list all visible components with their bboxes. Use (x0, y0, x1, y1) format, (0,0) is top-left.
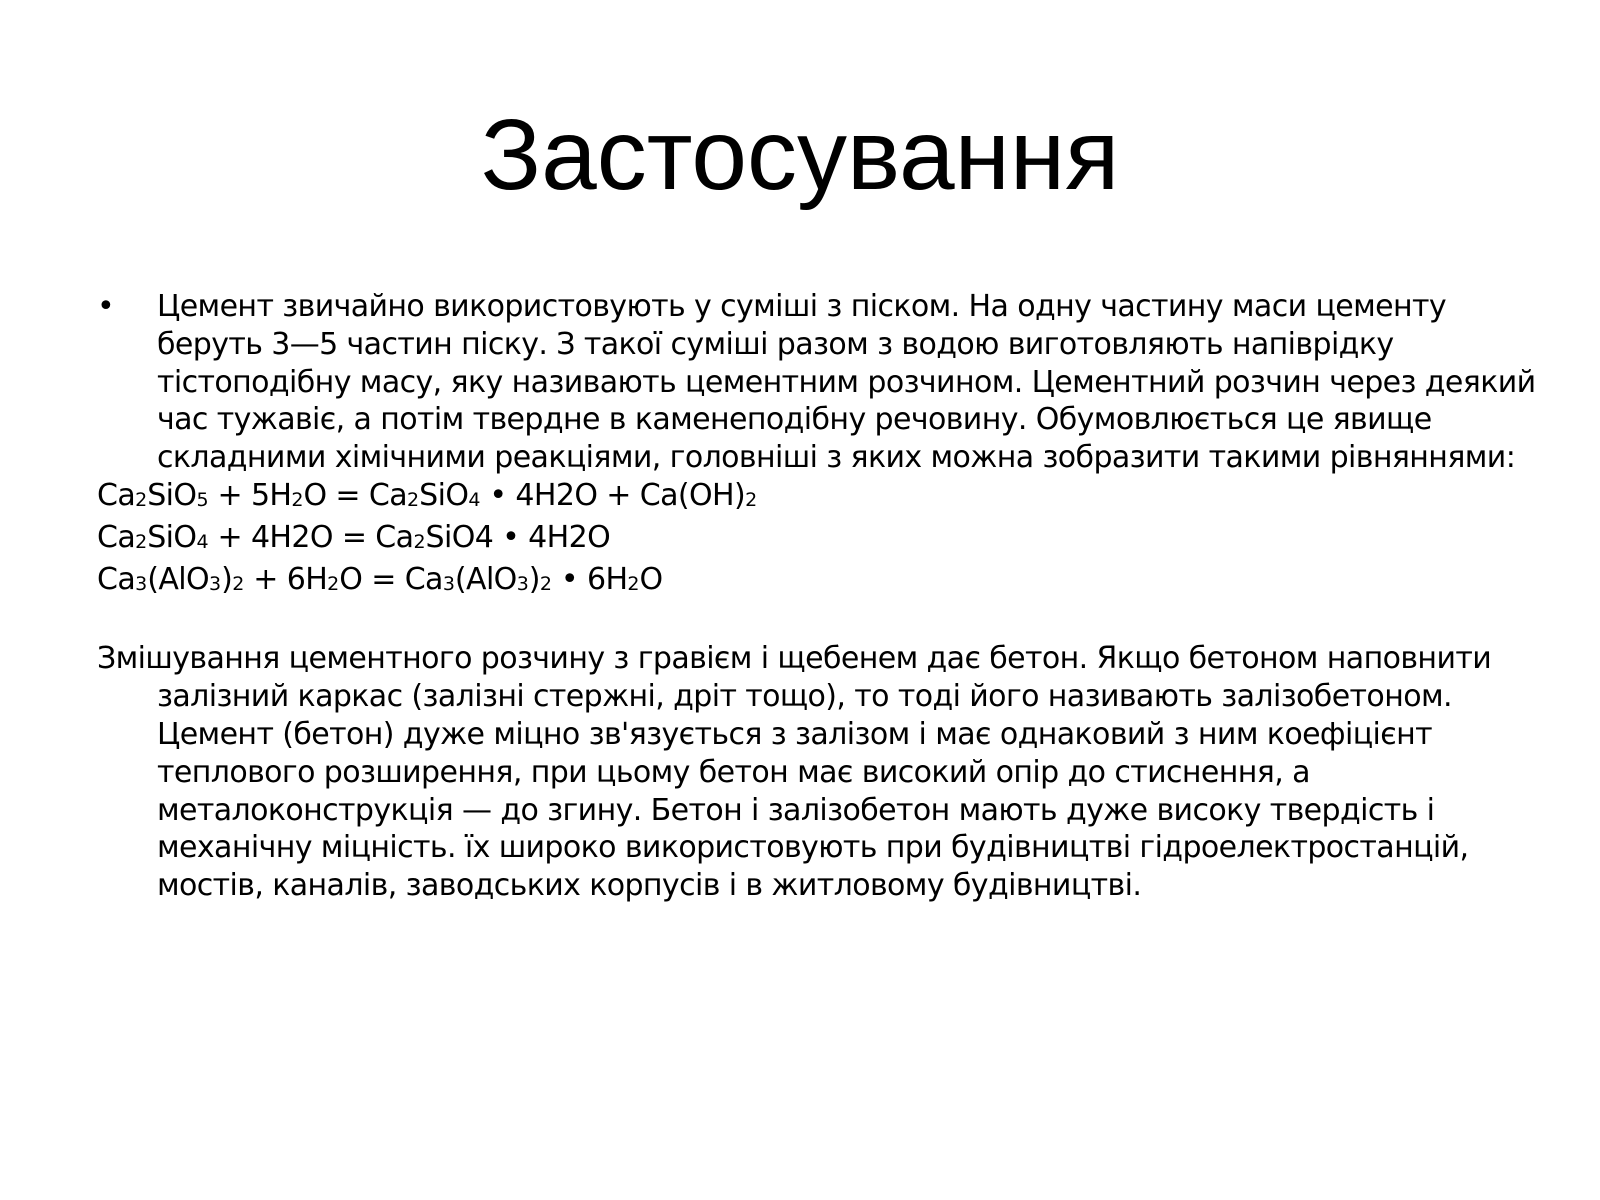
subscript: 2 (627, 572, 640, 595)
subscript: 2 (413, 530, 426, 553)
paragraph-concrete: Змішування цементного розчину з гравієм і щебенем дає бетон. Якщо бетоном наповнити залізний каркас (залізні стержні, дріт тощо), то тоді його називають залізобетоном. Цемент (бетон) дуже міцно зв'язується з залізом і має однаковий з ним коефіцієнт теплового розширення, при цьому бетон має високий опір до стиснення, а металоконструкція — до згину. Бетон і залізобетон мають дуже високу твердість і механічну міцність. їх широко використовують при будівництві гідроелектростанцій, мостів, каналів, заводських корпусів і в житловому будівництві. (97, 641, 1492, 904)
paragraph-cement-mixture: Цемент звичайно використовують у суміші з піском. На одну частину маси цементу беруть 3—5 частин піску. З такої суміші разом з водою виготовляють напіврідку тістоподібну масу, яку називають цементним розчином. Цементний розчин через деякий час тужавіє, а потім твердне в каменеподібну речовину. Обумовлюється це явище складними хімічними реакціями, головніші з яких можна зобразити такими рівняннями: (157, 289, 1536, 476)
formula-text: ) (221, 561, 233, 597)
subscript: 2 (291, 489, 304, 512)
subscript: 3 (209, 572, 222, 595)
formula-text: (AlO (454, 561, 517, 597)
formula-text: + 6H (244, 561, 328, 597)
subscript: 2 (135, 489, 148, 512)
formula-text: (AlO (147, 561, 210, 597)
equation-2 (97, 519, 1557, 561)
slide-content (97, 288, 1557, 905)
formula-text: SiO (419, 477, 469, 513)
equation-1 (97, 477, 1557, 519)
formula-text: ) (528, 561, 540, 597)
subscript: 5 (196, 489, 209, 512)
subscript: 3 (442, 572, 455, 595)
formula-text: Ca (97, 477, 136, 513)
subscript: 3 (135, 572, 148, 595)
formula-text: + 5H (208, 477, 292, 513)
subscript: 2 (232, 572, 245, 595)
subscript: 2 (407, 489, 420, 512)
formula-text: O = Ca (303, 477, 408, 513)
bullet-paragraph (97, 288, 1557, 477)
formula-text: SiO (147, 477, 197, 513)
formula-text: Ca (97, 519, 136, 555)
slide-title: Застосування (480, 99, 1120, 211)
formula-text: Ca (97, 561, 136, 597)
paragraph-spacer (97, 602, 1557, 640)
subscript: 4 (468, 489, 481, 512)
formula-text: SiO (147, 519, 197, 555)
subscript: 2 (135, 530, 148, 553)
subscript: 2 (539, 572, 552, 595)
formula-text: • 4H2O + Ca(OH) (480, 477, 746, 513)
bullet-icon: • (97, 289, 115, 324)
subscript: 2 (327, 572, 340, 595)
equations-block (97, 477, 1557, 602)
formula-text: O = Ca (339, 561, 443, 597)
formula-text: SiO4 • 4H2O (425, 519, 611, 555)
subscript: 3 (516, 572, 529, 595)
formula-text: + 4H2O = Ca (208, 519, 414, 555)
subscript: 4 (196, 530, 209, 553)
formula-text: O (639, 561, 663, 597)
equation-3 (97, 561, 1557, 603)
formula-text: • 6H (552, 561, 628, 597)
subscript: 2 (745, 489, 758, 512)
